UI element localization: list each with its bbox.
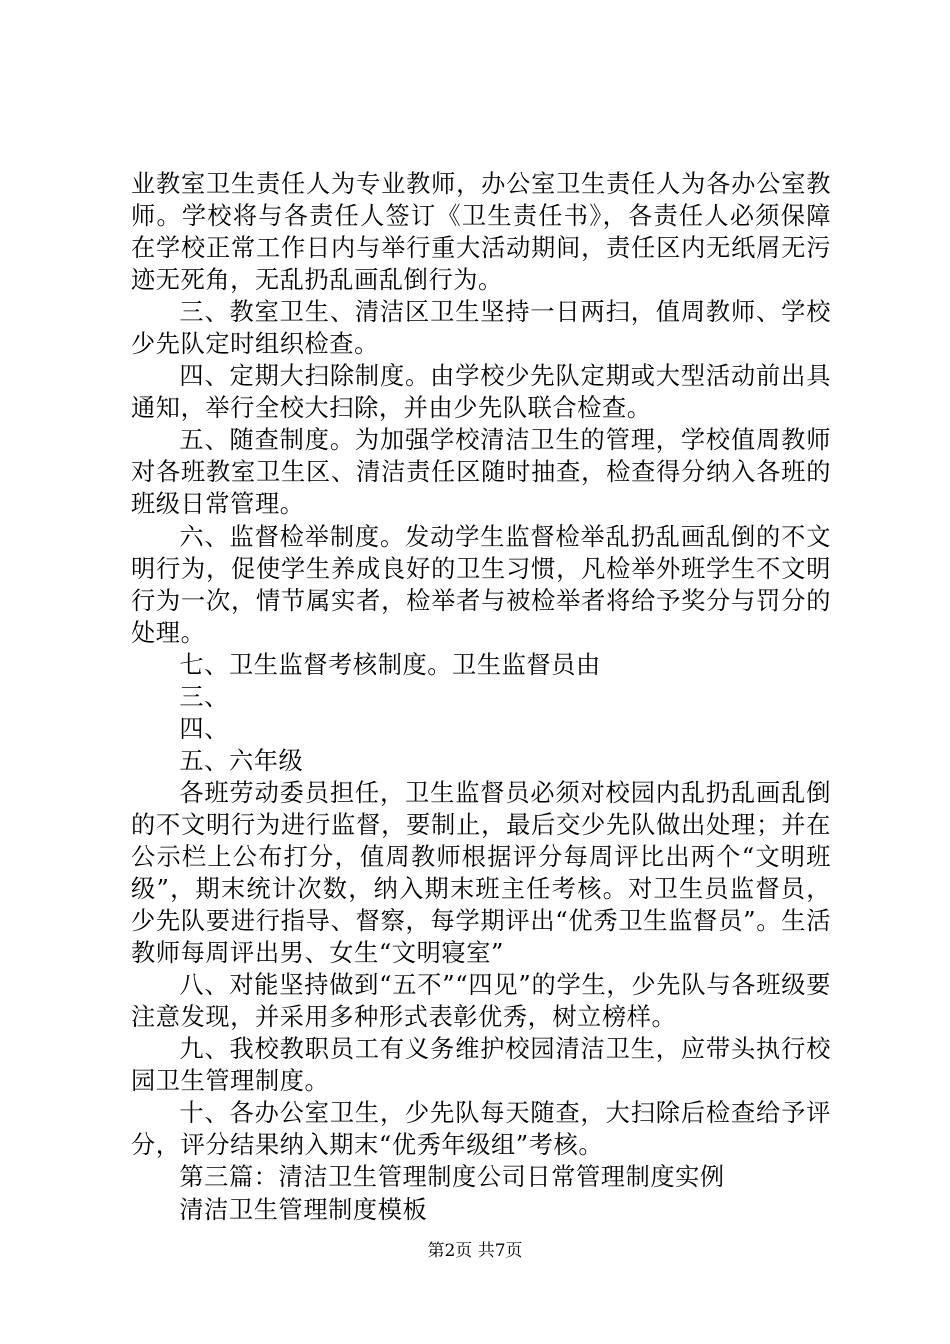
paragraph-grade-5-6: 五、六年级 <box>179 746 304 775</box>
page-number-label: 第2页 共7页 <box>427 1241 523 1261</box>
paragraph-rule-7: 七、卫生监督考核制度。卫生监督员由 <box>179 650 601 679</box>
paragraph-rule-9: 九、我校教职员工有义务维护校园清洁卫生，应带头执行校园卫生管理制度。 <box>131 1035 831 1096</box>
section-heading-part-3: 第三篇：清洁卫生管理制度公司日常管理制度实例 <box>179 1163 725 1192</box>
paragraph-rule-8: 八、对能坚持做到“五不”“四见”的学生，少先队与各班级要注意发现，并采用多种形式表彰优秀，树立榜样。 <box>131 971 831 1032</box>
paragraph-rule-5: 五、随查制度。为加强学校清洁卫生的管理，学校值周教师对各班教室卫生区、清洁责任区随时抽查，检查得分纳入各班的班级日常管理。 <box>131 426 831 519</box>
paragraph-responsibility-continued: 业教室卫生责任人为专业教师，办公室卫生责任人为各办公室教师。学校将与各责任人签订《卫生责任书》，各责任人必须保障在学校正常工作日内与举行重大活动期间，责任区内无纸屑无污迹无死角，无乱扔乱画乱倒行为。 <box>131 170 831 295</box>
paragraph-grade-4: 四、 <box>179 714 229 743</box>
section-subheading-template: 清洁卫生管理制度模板 <box>179 1195 428 1224</box>
paragraph-rule-3: 三、教室卫生、清洁区卫生坚持一日两扫，值周教师、学校少先队定时组织检查。 <box>131 298 831 359</box>
paragraph-rule-4: 四、定期大扫除制度。由学校少先队定期或大型活动前出具通知，举行全校大扫除，并由少先队联合检查。 <box>131 362 831 423</box>
paragraph-rule-7-continued: 各班劳动委员担任，卫生监督员必须对校园内乱扔乱画乱倒的不文明行为进行监督，要制止，最后交少先队做出处理；并在公示栏上公布打分，值周教师根据评分每周评比出两个“文明班级”，期末统计次数，纳入期末班主任考核。对卫生员监督员，少先队要进行指导、督察，每学期评出“优秀卫生监督员”。生活教师每周评出男、女生“文明寝室” <box>131 778 831 968</box>
paragraph-rule-10: 十、各办公室卫生，少先队每天随查，大扫除后检查给予评分，评分结果纳入期末“优秀年级组”考核。 <box>131 1099 831 1160</box>
paragraph-grade-3: 三、 <box>179 682 229 711</box>
page-footer <box>0 1240 950 1262</box>
paragraph-rule-6: 六、监督检举制度。发动学生监督检举乱扔乱画乱倒的不文明行为，促使学生养成良好的卫生习惯，凡检举外班学生不文明行为一次，情节属实者，检举者与被检举者将给予奖分与罚分的处理。 <box>131 522 831 647</box>
document-body <box>131 168 831 1226</box>
